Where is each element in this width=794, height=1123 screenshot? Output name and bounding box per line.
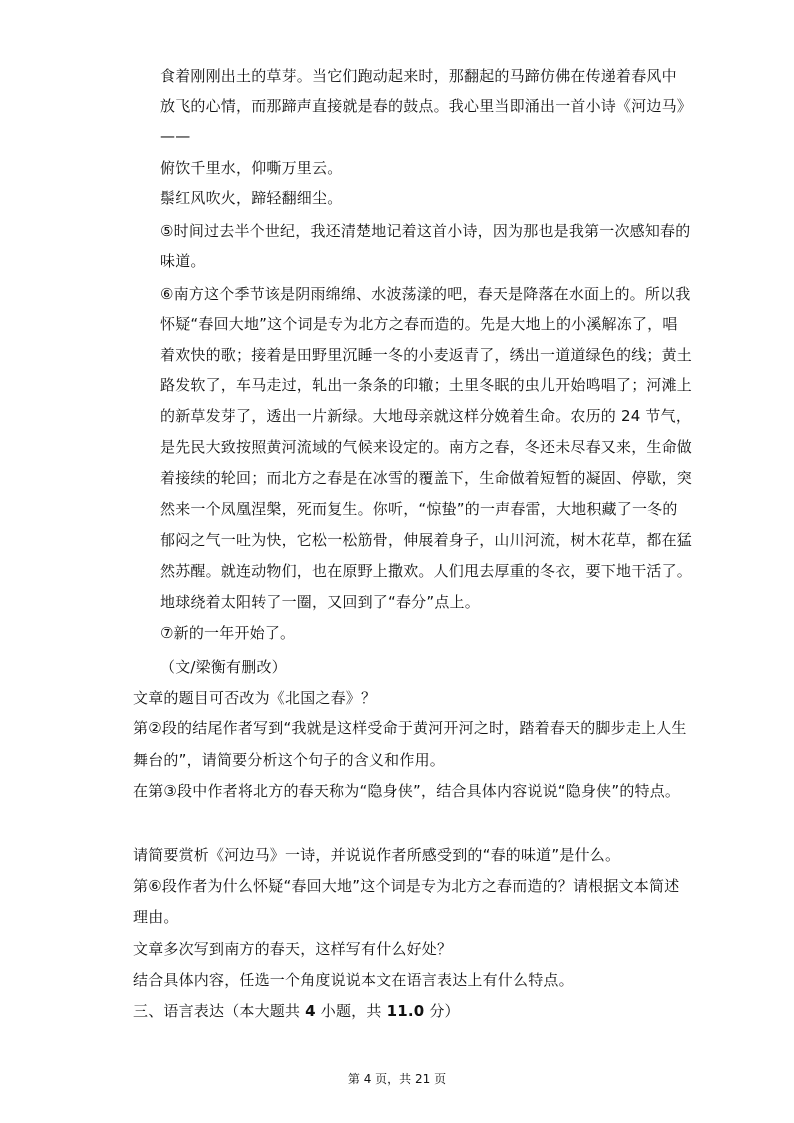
question-2: 第②段的结尾作者写到“我就是这样受命于黄河开河之时，踏着春天的脚步走上人生 — [133, 719, 687, 737]
paragraph-6-line: 着接续的轮回；而北方之春是在冰雪的覆盖下，生命做着短暂的凝固、停歇，突 — [160, 469, 693, 487]
paragraph-6-line: 然来一个凤凰涅槃，死而复生。你听，“惊蛰”的一声春雷，大地积藏了一冬的 — [160, 500, 678, 518]
passage-line: 食着刚刚出土的草芽。当它们跑动起来时，那翻起的马蹄仿佛在传递着春风中 — [160, 67, 677, 85]
section-score: 11.0 — [386, 1002, 425, 1020]
footer-middle: 页，共 — [371, 1072, 415, 1086]
question-7: 结合具体内容，任选一个角度说说本文在语言表达上有什么特点。 — [133, 971, 574, 989]
section-heading — [133, 1001, 460, 1021]
paragraph-5-line: 味道。 — [160, 252, 206, 270]
poem-line: 俯饮千里水，仰嘶万里云。 — [160, 159, 343, 177]
footer-suffix: 页 — [430, 1072, 447, 1086]
source-attribution: （文/梁衡有删改） — [160, 658, 287, 676]
section-heading-middle: 小题，共 — [315, 1002, 387, 1020]
paragraph-6-line: 路发软了，车马走过，轧出一条条的印辙；土里冬眠的虫儿开始鸣唱了；河滩上 — [160, 376, 693, 394]
question-6: 文章多次写到南方的春天，这样写有什么好处？ — [133, 940, 453, 958]
paragraph-6-line: 然苏醒。就连动物们，也在原野上撒欢。人们甩去厚重的冬衣，要下地干活了。 — [160, 562, 693, 580]
question-5-continued: 理由。 — [133, 908, 179, 926]
passage-line: —— — [160, 127, 191, 145]
footer-prefix: 第 — [347, 1072, 364, 1086]
paragraph-6-line: 的新草发芽了，透出一片新绿。大地母亲就这样分娩着生命。农历的 24 节气， — [160, 407, 692, 425]
total-pages: 21 — [415, 1072, 431, 1086]
paragraph-6-line: 地球绕着太阳转了一圈，又回到了“春分”点上。 — [160, 593, 480, 611]
question-1: 文章的题目可否改为《北国之春》？ — [133, 689, 377, 707]
passage-line: 放飞的心情，而那蹄声直接就是春的鼓点。我心里当即涌出一首小诗《河边马》 — [160, 97, 693, 115]
section-heading-suffix: 分） — [424, 1002, 460, 1020]
paragraph-6-line: 郁闷之气一吐为快，它松一松筋骨，伸展着身子，山川河流，树木花草，都在猛 — [160, 531, 693, 549]
paragraph-6-line: 是先民大致按照黄河流域的气候来设定的。南方之春，冬还未尽春又来，生命做 — [160, 438, 693, 456]
poem-line: 鬃红风吹火，蹄轻翻细尘。 — [160, 189, 343, 207]
question-4: 请简要赏析《河边马》一诗，并说说作者所感受到的“春的味道”是什么。 — [133, 846, 621, 864]
current-page-number: 4 — [363, 1072, 372, 1086]
paragraph-5-line: ⑤时间过去半个世纪，我还清楚地记着这首小诗，因为那也是我第一次感知春的 — [160, 222, 691, 240]
paragraph-6-line: 着欢快的歌；接着是田野里沉睡一冬的小麦返青了，绣出一道道绿色的线；黄土 — [160, 346, 693, 364]
paragraph-6-line: 怀疑“春回大地”这个词是专为北方之春而造的。先是大地上的小溪解冻了，唱 — [160, 315, 678, 333]
question-3: 在第③段中作者将北方的春天称为“隐身侠”，结合具体内容说说“隐身侠”的特点。 — [133, 782, 681, 800]
section-question-count: 4 — [305, 1002, 316, 1020]
question-5: 第⑥段作者为什么怀疑“春回大地”这个词是专为北方之春而造的？请根据文本简述 — [133, 877, 680, 895]
question-2-continued: 舞台的”，请简要分析这个句子的含义和作用。 — [133, 751, 445, 769]
paragraph-7-line: ⑦新的一年开始了。 — [160, 624, 296, 642]
section-heading-prefix: 三、语言表达（本大题共 — [133, 1002, 306, 1020]
page-footer — [0, 1071, 794, 1087]
paragraph-6-line: ⑥南方这个季节该是阴雨绵绵、水波荡漾的吧，春天是降落在水面上的。所以我 — [160, 285, 691, 303]
